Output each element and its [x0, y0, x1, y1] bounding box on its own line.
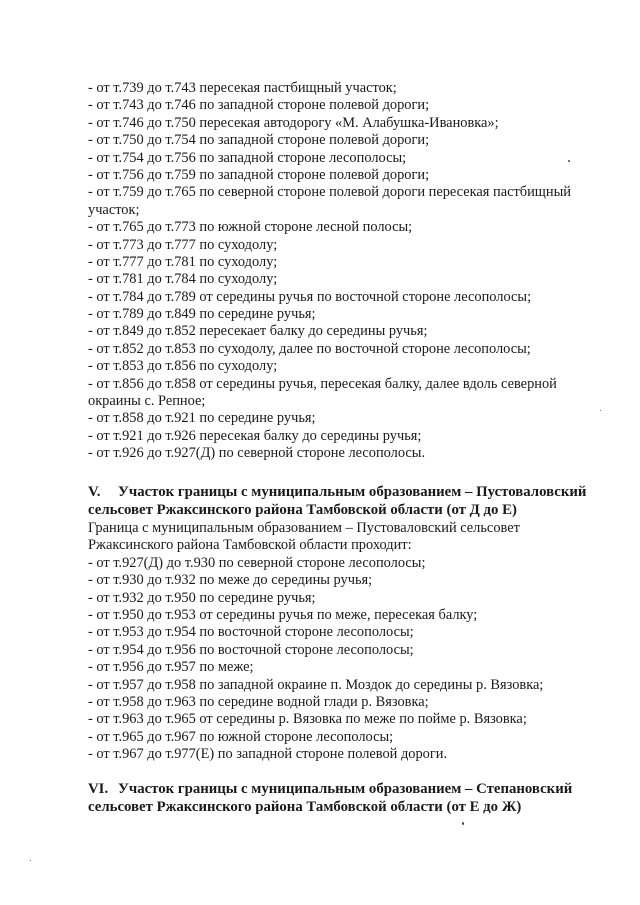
- scan-speck: [600, 410, 601, 411]
- section-vi-number: VI.: [88, 781, 109, 797]
- boundary-segment-line: участок;: [88, 201, 140, 218]
- boundary-segment-line: - от т.754 до т.756 по западной стороне лесополосы;: [88, 149, 407, 166]
- section-vi-title-line-1: Участок границы с муниципальным образованием – Степановский: [118, 781, 573, 797]
- section-v-heading: [88, 483, 628, 519]
- boundary-segment-line: - от т.853 до т.856 по суходолу;: [88, 358, 278, 375]
- boundary-segment-line: - от т.930 до т.932 по меже до середины ручья;: [88, 572, 373, 589]
- boundary-segment-line: - от т.956 до т.957 по меже;: [88, 659, 254, 676]
- boundary-segment-line: - от т.965 до т.967 по южной стороне лесополосы;: [88, 728, 394, 745]
- boundary-segment-line: - от т.743 до т.746 по западной стороне полевой дороги;: [88, 97, 430, 114]
- boundary-segment-line: Ржаксинского района Тамбовской области проходит:: [88, 537, 412, 554]
- scan-edge-noise: [0, 0, 640, 14]
- scan-speck: [462, 822, 464, 825]
- boundary-segment-line: - от т.953 до т.954 по восточной стороне лесополосы;: [88, 624, 414, 641]
- boundary-segment-line: окраины с. Репное;: [88, 393, 206, 410]
- section-vi-heading: [88, 780, 628, 816]
- section-v-title-line-1: Участок границы с муниципальным образованием – Пустоваловский: [118, 484, 587, 500]
- boundary-segment-line: - от т.765 до т.773 по южной стороне лесной полосы;: [88, 219, 413, 236]
- boundary-segment-line: - от т.927(Д) до т.930 по северной стороне лесополосы;: [88, 554, 426, 571]
- boundary-segment-line: - от т.746 до т.750 пересекая автодорогу «М. Алабушка-Ивановка»;: [88, 114, 499, 131]
- section-iv-continued-list: [88, 80, 618, 463]
- boundary-segment-line: - от т.739 до т.743 пересекая пастбищный участок;: [88, 80, 397, 96]
- boundary-segment-line: - от т.781 до т.784 по суходолу;: [88, 271, 278, 288]
- boundary-segment-line: - от т.789 до т.849 по середине ручья;: [88, 306, 316, 323]
- boundary-segment-line: Граница с муниципальным образованием – Пустоваловский сельсовет: [88, 520, 520, 536]
- boundary-segment-line: - от т.777 до т.781 по суходолу;: [88, 253, 278, 270]
- section-v-heading-line-1: [88, 483, 628, 501]
- boundary-segment-line: - от т.858 до т.921 по середине ручья;: [88, 410, 316, 427]
- boundary-segment-line: - от т.963 до т.965 от середины р. Вязовка по меже по пойме р. Вязовка;: [88, 711, 527, 728]
- boundary-segment-line: - от т.773 до т.777 по суходолу;: [88, 236, 278, 253]
- boundary-segment-line: - от т.750 до т.754 по западной стороне полевой дороги;: [88, 132, 430, 149]
- boundary-segment-line: - от т.784 до т.789 от середины ручья по восточной стороне лесополосы;: [88, 288, 532, 305]
- boundary-segment-line: - от т.926 до т.927(Д) по северной стороне лесополосы.: [88, 445, 426, 462]
- boundary-segment-line: - от т.958 до т.963 по середине водной глади р. Вязовка;: [88, 693, 429, 710]
- boundary-segment-line: - от т.954 до т.956 по восточной стороне лесополосы;: [88, 641, 414, 658]
- boundary-segment-line: - от т.849 до т.852 пересекает балку до середины ручья;: [88, 323, 428, 340]
- boundary-segment-line: - от т.950 до т.953 от середины ручья по меже, пересекая балку;: [88, 606, 478, 623]
- boundary-segment-line: - от т.759 до т.765 по северной стороне полевой дороги пересекая пастбищный: [88, 184, 571, 201]
- scan-speck: [568, 160, 570, 162]
- scan-speck: [30, 860, 31, 861]
- boundary-segment-line: - от т.957 до т.958 по западной окраине п. Моздок до середины р. Вязовка;: [88, 676, 544, 693]
- boundary-segment-line: - от т.932 до т.950 по середине ручья;: [88, 589, 316, 606]
- section-v-body: [88, 520, 618, 763]
- boundary-segment-line: - от т.856 до т.858 от середины ручья, пересекая балку, далее вдоль северной: [88, 375, 557, 392]
- boundary-segment-line: - от т.756 до т.759 по западной стороне полевой дороги;: [88, 166, 430, 183]
- boundary-segment-line: - от т.921 до т.926 пересекая балку до середины ручья;: [88, 427, 422, 444]
- boundary-segment-line: - от т.852 до т.853 по суходолу, далее по восточной стороне лесополосы;: [88, 340, 531, 357]
- section-vi-title-line-2: сельсовет Ржаксинского района Тамбовской области (от Е до Ж): [88, 799, 522, 815]
- section-v-number: V.: [88, 484, 101, 500]
- section-vi-heading-line-1: [88, 780, 628, 798]
- boundary-segment-line: - от т.967 до т.977(Е) по западной стороне полевой дороги.: [88, 746, 448, 763]
- section-v-title-line-2: сельсовет Ржаксинского района Тамбовской области (от Д до Е): [88, 502, 517, 518]
